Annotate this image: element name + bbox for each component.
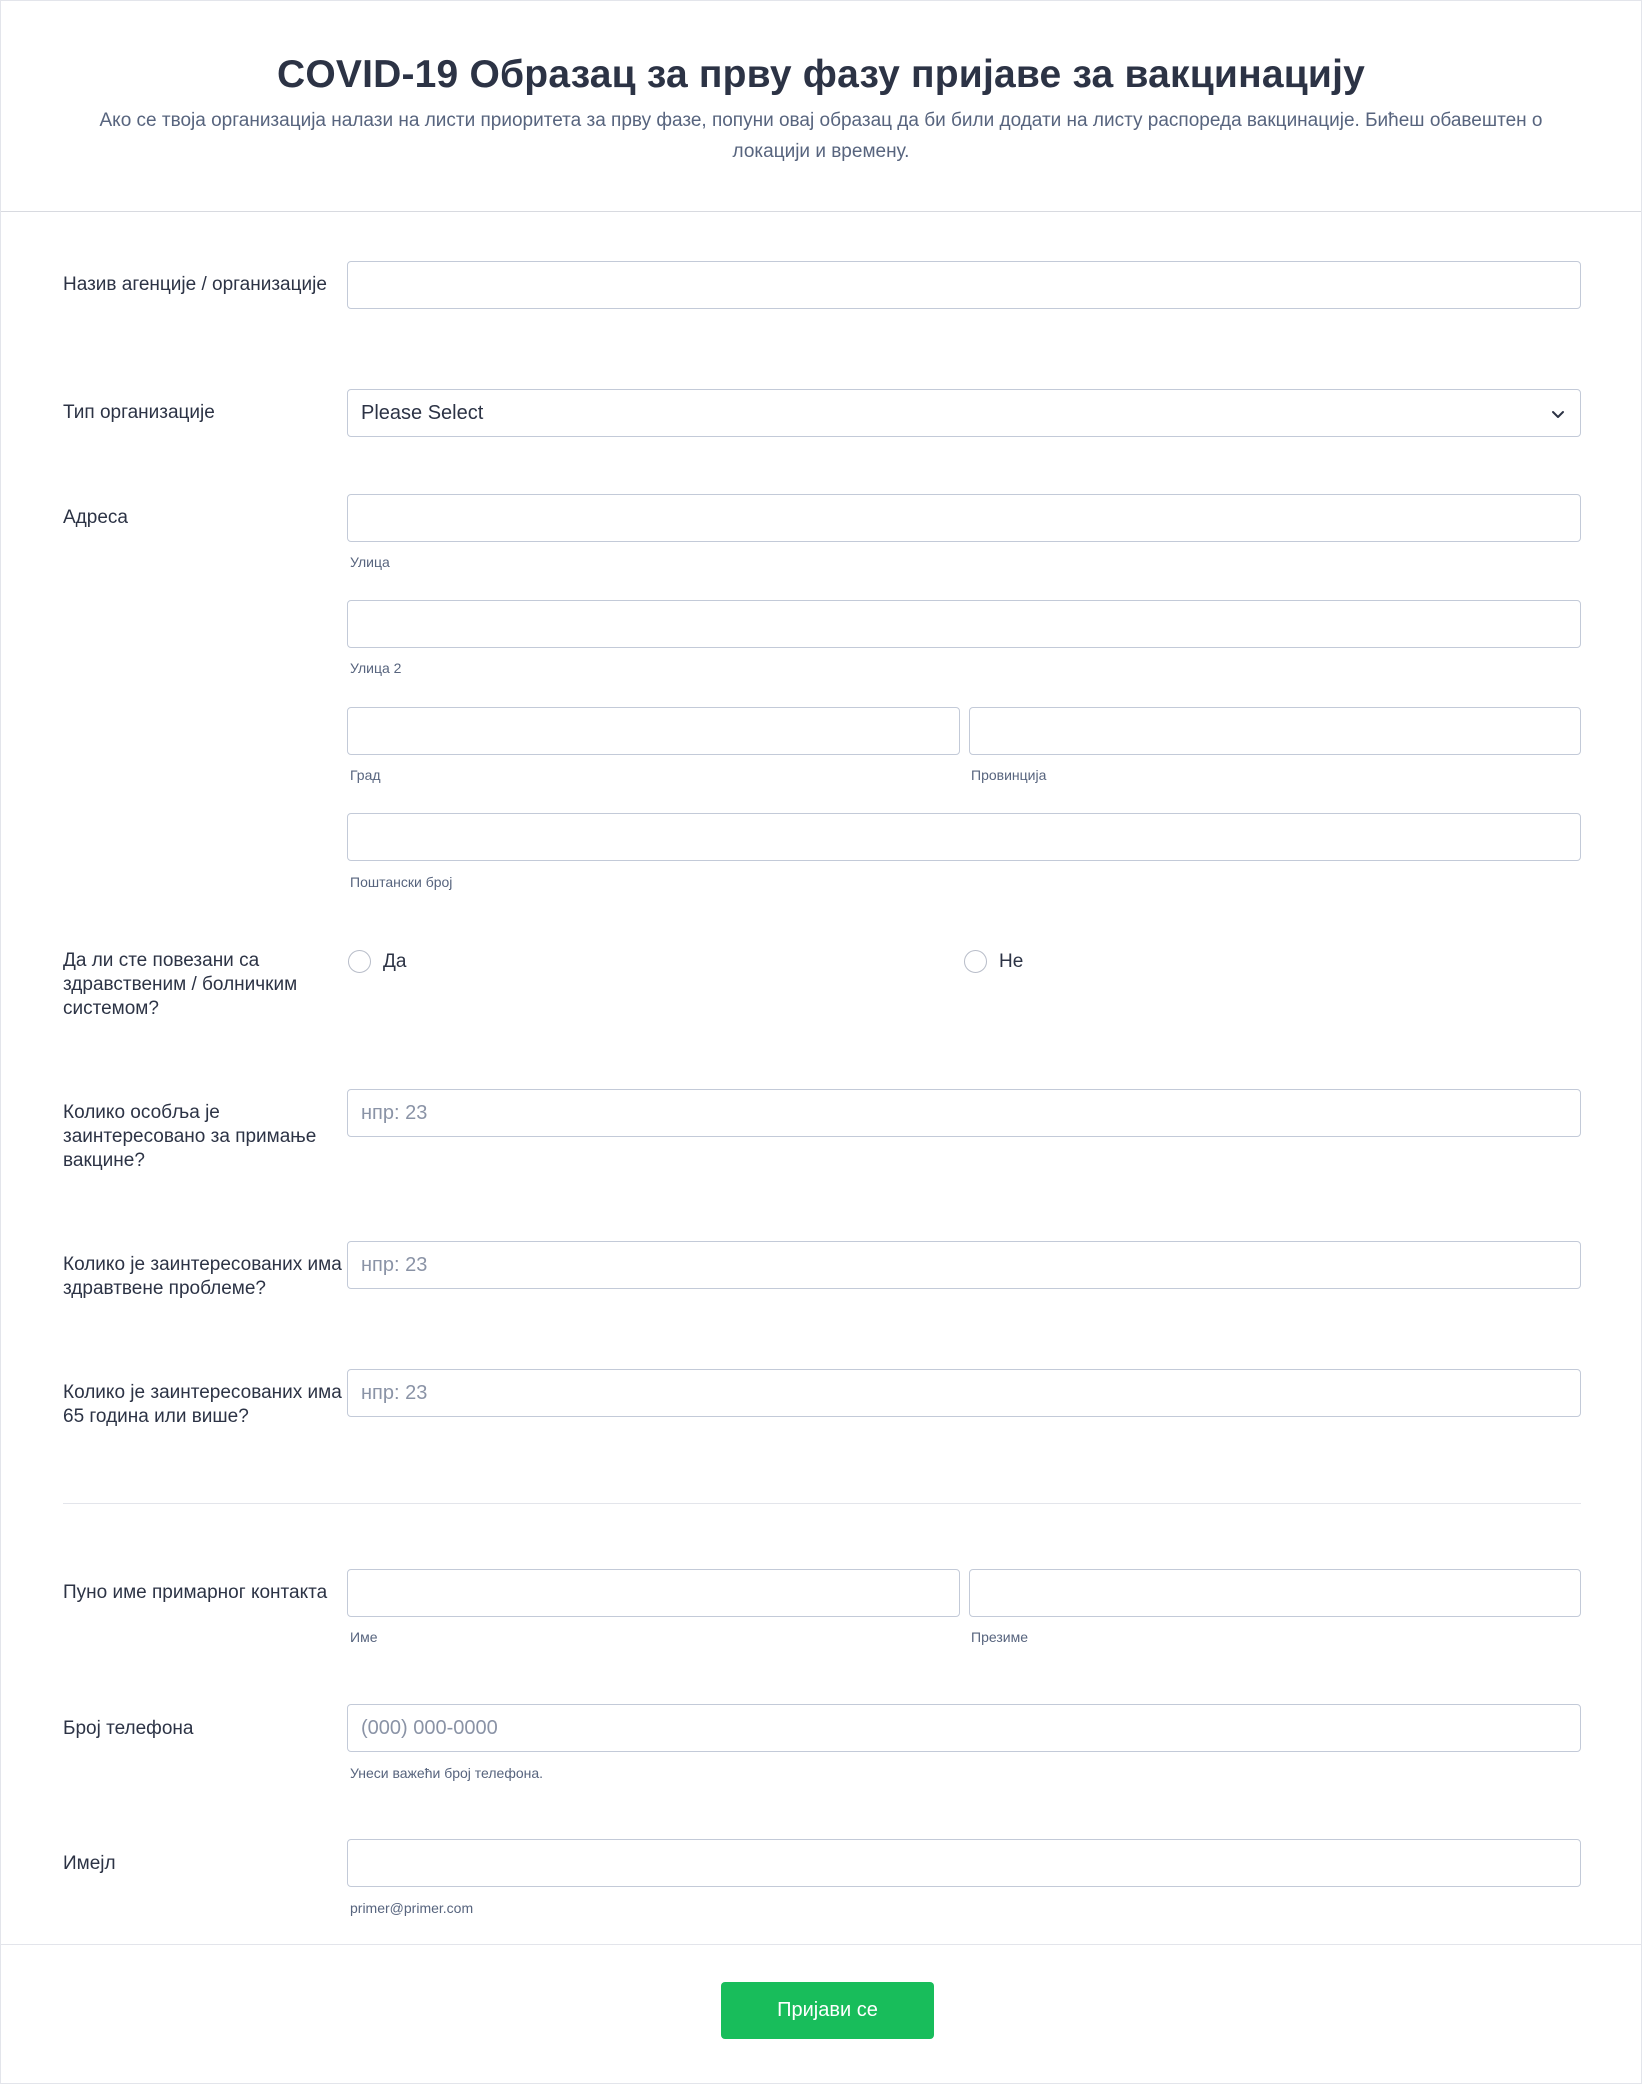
last-name-sublabel: Презиме [971, 1629, 1028, 1645]
phone-input[interactable] [347, 1704, 1581, 1752]
email-input[interactable] [347, 1839, 1581, 1887]
radio-yes-label[interactable]: Да [383, 951, 407, 972]
email-label: Имејл [63, 1853, 116, 1874]
street-sublabel: Улица [350, 554, 390, 570]
email-hint: primer@primer.com [350, 1900, 474, 1916]
street-input[interactable] [347, 494, 1581, 542]
agency-input[interactable] [347, 261, 1581, 309]
province-sublabel: Провинција [971, 767, 1047, 783]
chevron-down-icon [1550, 406, 1566, 422]
first-name-sublabel: Име [350, 1629, 378, 1645]
submit-button[interactable]: Пријави се [721, 1982, 934, 2039]
radio-yes[interactable] [348, 950, 371, 973]
phone-label: Број телефона [63, 1718, 194, 1739]
health-system-label: Да ли сте повезани са здравственим / болничким системом? [63, 950, 298, 1019]
age65-placeholder: нпр: 23 [361, 1381, 428, 1404]
province-input[interactable] [969, 707, 1581, 755]
org-type-select[interactable] [347, 389, 1581, 437]
form-description: Ако се твоја организација налази на листи приоритета за прву фазе, попуни овај образац да би били додати на листу распореда вакцинације. Бићеш обавештен о локацији и времену. [99, 110, 1543, 162]
street2-input[interactable] [347, 600, 1581, 648]
postal-input[interactable] [347, 813, 1581, 861]
health-problems-placeholder: нпр: 23 [361, 1253, 428, 1276]
radio-no[interactable] [964, 950, 987, 973]
form-header [1, 1, 1641, 212]
age65-input[interactable] [347, 1369, 1581, 1417]
address-label: Адреса [63, 507, 128, 528]
agency-label: Назив агенције / организације [63, 274, 327, 295]
phone-placeholder: (000) 000-0000 [361, 1716, 498, 1739]
first-name-input[interactable] [347, 1569, 960, 1617]
org-type-label: Тип организације [63, 402, 215, 423]
radio-no-label[interactable]: Не [999, 951, 1024, 972]
postal-sublabel: Поштански број [350, 874, 453, 890]
health-problems-input[interactable] [347, 1241, 1581, 1289]
city-input[interactable] [347, 707, 960, 755]
street2-sublabel: Улица 2 [350, 660, 402, 676]
section-divider [63, 1503, 1581, 1504]
page-title: COVID-19 Образац за прву фазу пријаве за вакцинацију [276, 53, 1366, 96]
age65-label: Колико је заинтересованих има 65 година или више? [63, 1382, 342, 1427]
health-problems-label: Колико је заинтересованих има здравтвене проблеме? [63, 1254, 342, 1299]
phone-hint: Унеси важећи број телефона. [350, 1765, 544, 1781]
staff-count-label: Колико особља је заинтересовано за примање вакцине? [63, 1102, 317, 1171]
contact-name-label: Пуно име примарног контакта [63, 1582, 328, 1603]
staff-count-input[interactable] [347, 1089, 1581, 1137]
last-name-input[interactable] [969, 1569, 1581, 1617]
org-type-selected: Please Select [361, 401, 484, 424]
city-sublabel: Град [350, 767, 381, 783]
staff-count-placeholder: нпр: 23 [361, 1101, 428, 1124]
